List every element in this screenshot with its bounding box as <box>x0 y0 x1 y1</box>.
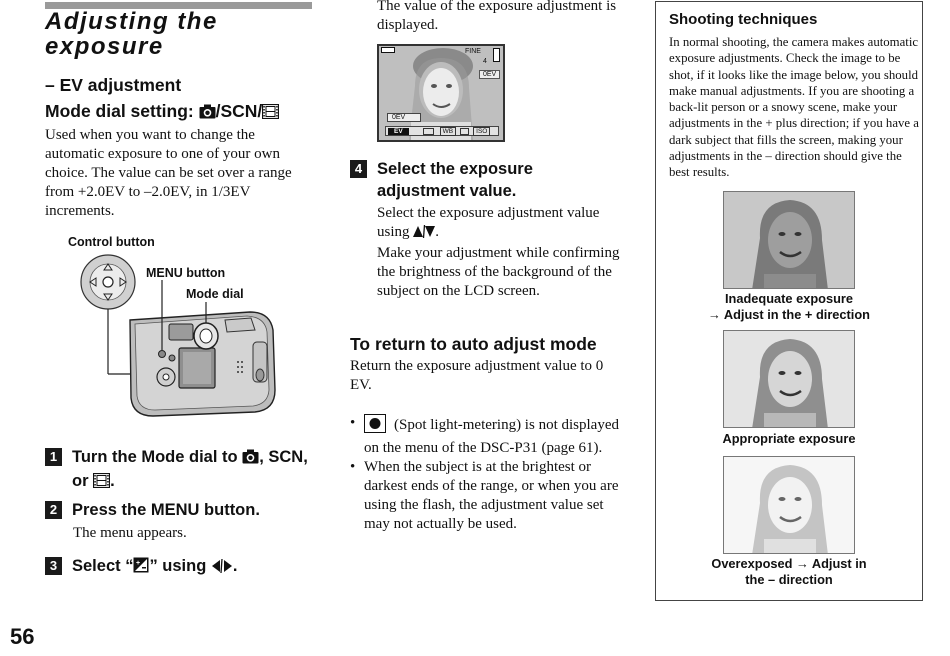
page-number: 56 <box>10 624 35 649</box>
step-3 <box>45 555 320 579</box>
notes-list <box>350 414 622 534</box>
mode-dial-label: Mode dial <box>186 287 244 301</box>
battery-icon <box>381 47 395 53</box>
caption-underexposed-line1: Inadequate exposure <box>724 291 853 306</box>
step-3-text-c: . <box>232 557 238 575</box>
lcd-menu-wb: WB <box>440 127 456 136</box>
exposure-icon <box>133 557 149 579</box>
shooting-techniques-box <box>655 1 923 601</box>
return-heading: To return to auto adjust mode <box>350 334 597 354</box>
note-text: When the subject is at the brightest or darkest ends of the range, or when you are using the flash, the adjustment value set may not actually be used. <box>364 459 619 532</box>
step-4-text-line2: adjustment value. <box>377 182 517 200</box>
step-4-text-line1: Select the exposure <box>377 160 533 178</box>
lcd-quality: FINE <box>465 48 481 55</box>
step-1-number: 1 <box>45 448 62 466</box>
svg-text:+: + <box>136 560 141 567</box>
lcd-menu-ev: EV <box>388 128 409 135</box>
lcd-menu-metering-icon <box>423 128 434 135</box>
lcd-menu-spot-icon <box>460 128 469 135</box>
mode-setting-prefix: Mode dial setting: <box>45 101 199 121</box>
page-title <box>45 9 325 59</box>
mode-dial-setting <box>45 101 279 124</box>
lcd-ev-value: 0EV <box>479 70 500 79</box>
underexposed-photo <box>723 191 855 289</box>
camera-icon <box>199 103 216 124</box>
page-subtitle: – EV adjustment <box>45 75 182 95</box>
lcd-menu-iso: ISO <box>473 127 490 136</box>
control-button-label: Control button <box>68 235 155 249</box>
caption-appropriate-line1: Appropriate exposure <box>722 431 856 446</box>
left-right-arrows-icon <box>211 557 233 579</box>
spot-metering-icon <box>364 414 386 439</box>
note-item <box>350 414 622 458</box>
step-4-number: 4 <box>350 160 367 178</box>
step-3-text-b: ” using <box>149 557 211 575</box>
movie-film-icon <box>262 103 279 124</box>
note-item <box>350 458 622 534</box>
sidebar-title: Shooting techniques <box>669 11 818 28</box>
caption-underexposed-line2: → Adjust in the + direction <box>708 306 870 322</box>
lcd-screen <box>377 44 505 142</box>
step-4-body-c: Make your adjustment while confirming the brightness of the background of the subject on the LCD screen. <box>377 245 620 299</box>
step-3-number: 3 <box>45 557 62 575</box>
step-1-text-c: or <box>72 472 94 490</box>
return-body: Return the exposure adjustment value to 0 EV. <box>350 358 604 393</box>
step-4-body <box>377 204 622 301</box>
menu-button-label: MENU button <box>146 266 226 280</box>
caption-overexposed-line2: the – direction <box>745 571 833 587</box>
memory-stick-icon <box>493 48 500 62</box>
caption-overexposed <box>656 556 922 587</box>
step-4-body-a: Select the exposure adjustment value using <box>377 205 600 240</box>
caption-underexposed <box>656 291 922 322</box>
intro-paragraph: Used when you want to change the automatic exposure to one of your own choice. The value can be set over a range from +2.0EV to –2.0EV, in 1/3EV increments. <box>45 127 292 219</box>
camera-diagram <box>75 250 285 420</box>
step-1 <box>45 446 320 494</box>
step-1-text-d: . <box>110 472 115 490</box>
step-1-text-a: Turn the Mode dial to <box>72 448 243 466</box>
caption-overexposed-line1: Overexposed → Adjust in <box>711 556 867 571</box>
mode-setting-suffix: /SCN/ <box>215 101 263 121</box>
overexposed-photo <box>723 456 855 554</box>
note-text: (Spot light-metering) is not displayed on the menu of the DSC-P31 (page 61). <box>364 417 619 456</box>
note-bullet: • <box>350 459 356 475</box>
step-1-text-b: , SCN, <box>259 448 308 466</box>
step-2-text: Press the MENU button. <box>72 501 260 519</box>
step-2-number: 2 <box>45 501 62 519</box>
note-bullet: • <box>350 415 356 431</box>
up-down-arrows-icon <box>413 225 435 244</box>
step-2 <box>45 499 320 521</box>
lcd-ev-bar-value: 0EV <box>392 114 406 121</box>
step-4-body-b: . <box>435 224 440 240</box>
lcd-count: 4 <box>483 58 487 65</box>
caption-appropriate <box>656 431 922 447</box>
step-3-text-a: Select “ <box>72 557 134 575</box>
camera-icon <box>242 448 259 470</box>
page-title-line1: Adjusting the <box>45 8 218 35</box>
lcd-menu-bar <box>385 126 499 136</box>
step-4 <box>350 158 640 202</box>
movie-film-icon <box>93 472 110 494</box>
step-2-body: The menu appears. <box>73 525 187 541</box>
sidebar-text: In normal shooting, the camera makes automatic exposure adjustments. Check the image to be shot, if it looks like the image below, you should make manual adjustments. If you are shooting a back-lit person or a snowy scene, make your adjustments in the + plus direction; if you have a dark subject that fills the screen, making your adjustments in the – direction should give the best results. <box>669 35 919 180</box>
page-title-line2: exposure <box>45 33 164 60</box>
step-3-continuation: The value of the exposure adjustment is displayed. <box>377 0 617 33</box>
appropriate-photo <box>723 330 855 428</box>
lcd-ev-bar <box>387 113 421 122</box>
